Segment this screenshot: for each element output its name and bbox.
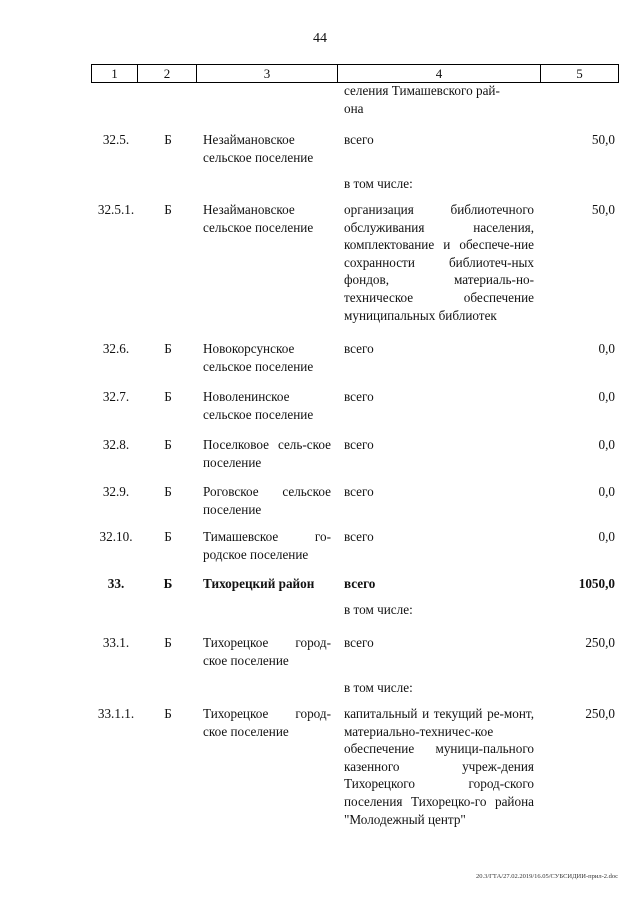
row-value: 50,0 — [591, 202, 615, 217]
page-number: 44 — [313, 31, 327, 46]
row-name: Тимашевское го-родское поселение — [203, 529, 331, 562]
row-description: организация библиотечного обслуживания населения, комплектование и обеспече-ние сохранности библиотеч-ных фондов, материаль-но-техническое обеспечение муниципальных библиотек — [344, 202, 534, 323]
row-number: 32.8. — [102, 437, 130, 452]
row-name: Тихорецкий район — [203, 576, 315, 591]
row-description: всего — [344, 484, 374, 499]
header-col-4: 4 — [338, 65, 541, 83]
row-type: Б — [163, 576, 173, 591]
row-type: Б — [164, 341, 172, 356]
row-value: 1050,0 — [578, 576, 615, 591]
file-path-footer: 20.3/ГТА/27.02.2019/16.05/СУБСИДИИ-прил-2.doc — [475, 873, 618, 880]
row-type: Б — [164, 202, 172, 217]
row-name: Поселковое сель-ское поселение — [203, 437, 331, 470]
row-number: 32.10. — [99, 529, 133, 544]
row-description: всего — [344, 437, 374, 452]
row-value: 250,0 — [585, 706, 615, 721]
row-description: всего — [344, 529, 374, 544]
row-name: Незаймановское сельское поселение — [203, 132, 314, 165]
row-number: 32.5.1. — [97, 202, 135, 217]
row-subtitle: в том числе: — [344, 680, 413, 695]
row-number: 32.6. — [102, 341, 130, 356]
row-number: 32.5. — [102, 132, 130, 147]
row-type: Б — [164, 484, 172, 499]
row-type: Б — [164, 132, 172, 147]
row-name: Роговское сельское поселение — [203, 484, 331, 517]
row-value: 0,0 — [598, 529, 615, 544]
row-number: 33. — [107, 576, 125, 591]
row-name: Новокорсунское сельское поселение — [203, 341, 314, 374]
row-subtitle: в том числе: — [344, 176, 413, 191]
row-number: 33.1. — [102, 635, 130, 650]
table-header — [91, 64, 619, 83]
row-name: Тихорецкое город-ское поселение — [203, 706, 331, 739]
row-value: 50,0 — [591, 132, 615, 147]
row-number: 32.9. — [102, 484, 130, 499]
header-col-1: 1 — [92, 65, 138, 83]
row-subtitle: в том числе: — [344, 602, 413, 617]
header-col-5: 5 — [541, 65, 619, 83]
row-description: всего — [344, 576, 376, 591]
row-type: Б — [164, 635, 172, 650]
row-description: капитальный и текущий ре-монт, материально-техничес-кое обеспечение муници-пального казенного учреж-дения Тихорецкого город-ского поселения Тихорецко-го района "Молодежный центр" — [344, 706, 534, 827]
row-type: Б — [164, 389, 172, 404]
row-name: Тихорецкое город-ское поселение — [203, 635, 331, 668]
row-value: 0,0 — [598, 484, 615, 499]
row-type: Б — [164, 706, 172, 721]
row-description: всего — [344, 132, 374, 147]
row-value: 250,0 — [585, 635, 615, 650]
row-value: 0,0 — [598, 341, 615, 356]
row-value: 0,0 — [598, 437, 615, 452]
row-name: Новоленинское сельское поселение — [203, 389, 314, 422]
row-number: 33.1.1. — [97, 706, 135, 721]
row-description: всего — [344, 635, 374, 650]
row-description: всего — [344, 341, 374, 356]
row-description: всего — [344, 389, 374, 404]
row-name: Незаймановское сельское поселение — [203, 202, 314, 235]
row-number: 32.7. — [102, 389, 130, 404]
row-value: 0,0 — [598, 389, 615, 404]
header-col-3: 3 — [197, 65, 338, 83]
row-type: Б — [164, 437, 172, 452]
continuation-text: селения Тимашевского рай- она — [344, 83, 500, 116]
row-type: Б — [164, 529, 172, 544]
header-col-2: 2 — [138, 65, 197, 83]
